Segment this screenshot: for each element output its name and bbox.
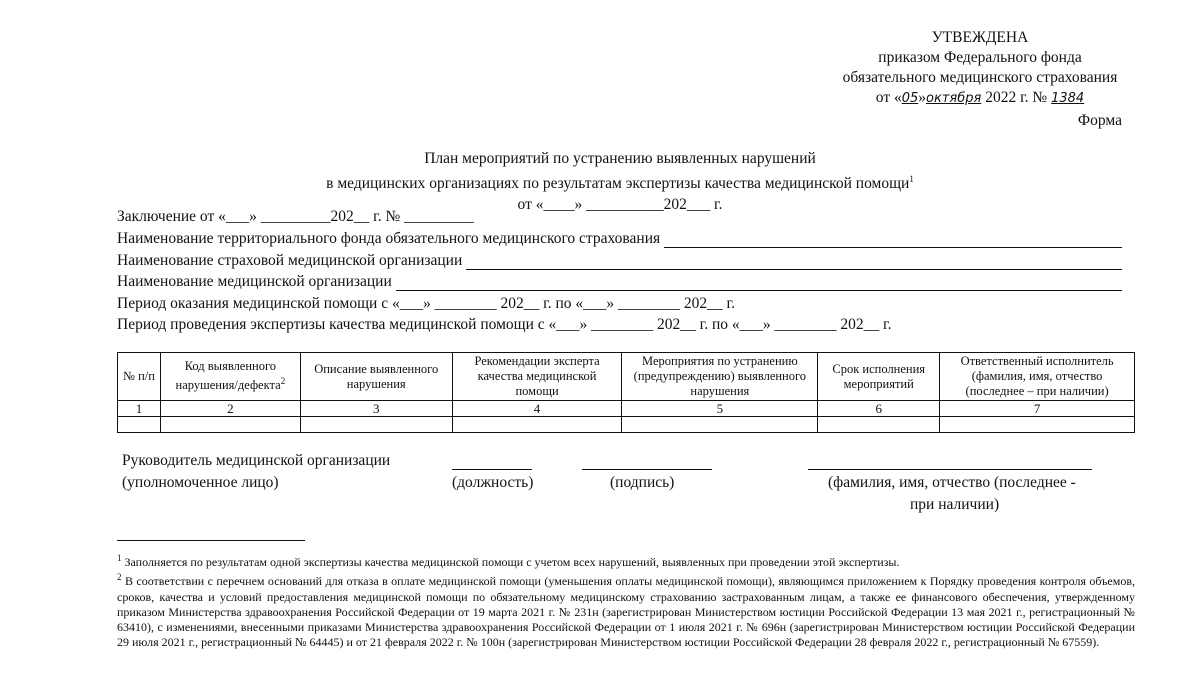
title-line3: от «____» __________202___ г. xyxy=(517,196,723,214)
smo-label: Наименование страховой медицинской организации xyxy=(117,252,463,269)
approved-line1: приказом Федерального фонда xyxy=(878,49,1082,66)
number-cell: 2 xyxy=(160,401,300,417)
approved-heading: УТВЕЖДЕНА xyxy=(931,29,1029,46)
tfoms-label: Наименование территориального фонда обязательного медицинского страхования xyxy=(117,230,661,247)
period-expertise-field xyxy=(117,316,892,334)
position-caption: (должность) xyxy=(452,474,534,491)
header-cell: Мероприятия по устранению (предупреждению) выявленного нарушения xyxy=(622,353,818,401)
number-cell: 6 xyxy=(818,401,940,417)
conclusion-label: Заключение от «___» _________202__ г. № _________ xyxy=(117,208,474,225)
approval-block xyxy=(800,28,1160,109)
empty-cell xyxy=(818,417,940,433)
form-label: Форма xyxy=(1077,112,1122,129)
header-cell xyxy=(160,353,300,401)
date-year: 2022 г. № xyxy=(985,89,1048,106)
name-blank xyxy=(808,469,1092,470)
tfoms-field xyxy=(117,230,1122,248)
empty-cell xyxy=(118,417,161,433)
footnote-mark: 2 xyxy=(117,572,122,583)
footnotes xyxy=(117,551,1135,651)
footnote-ref: 2 xyxy=(280,376,286,387)
mo-label: Наименование медицинской организации xyxy=(117,273,392,290)
approved-line2: обязательного медицинского страхования xyxy=(842,69,1118,86)
header-cell: № п/п xyxy=(118,353,161,401)
header-text: Код выявленного нарушения/дефекта xyxy=(175,359,281,393)
head-label-1: Руководитель медицинской организации xyxy=(122,452,391,469)
footnote-text: В соответствии с перечнем оснований для отказа в оплате медицинской помощи (уменьшения оплаты медицинской помощи), являющимся приложением к Порядку проведения контроля объемов, сроков, качества и условий предоставления медицинской помощи по обязательному медицинскому страхованию застрахованным лицам, а также ее финансового обеспечения, утвержденному приказом Министерства здравоохранения Российской Федерации от 19 марта 2021 г. № 231н (зарегистрирован Министерством юстиции Российской Федерации 13 мая 2021 г., регистрационный № 63410), с изменениями, внесенными приказами Министерства здравоохранения Российской Федерации от 1 июля 2021 г. № 696н (зарегистрирован Министерством юстиции Российской Федерации 29 июля 2021 г., регистрационный № 64445) и от 21 февраля 2022 г. № 100н (зарегистрирован Министерством юстиции Российской Федерации 28 февраля 2022 г., регистрационный № 67559). xyxy=(117,574,1136,650)
number-cell: 5 xyxy=(622,401,818,417)
number-cell: 7 xyxy=(940,401,1135,417)
empty-cell xyxy=(300,417,452,433)
handwritten-month: октября xyxy=(926,91,982,106)
mo-field xyxy=(117,273,1122,291)
approved-date xyxy=(800,88,1160,109)
conclusion-field xyxy=(117,208,474,226)
footnote-ref: 1 xyxy=(909,174,914,184)
number-cell: 4 xyxy=(452,401,622,417)
number-cell: 3 xyxy=(300,401,452,417)
measures-table xyxy=(117,352,1135,433)
title-line1: План мероприятий по устранению выявленных нарушений xyxy=(424,150,816,167)
header-cell: Ответственный исполнитель (фамилия, имя, отчество (последнее – при наличии) xyxy=(940,353,1135,401)
smo-blank xyxy=(466,255,1122,270)
signature-blank xyxy=(582,469,712,470)
empty-cell xyxy=(452,417,622,433)
empty-cell xyxy=(160,417,300,433)
title-line2-text: в медицинских организациях по результатам экспертизы качества медицинской помощи xyxy=(326,175,910,193)
table-header-row xyxy=(118,353,1135,401)
signature-caption: (подпись) xyxy=(610,474,675,491)
header-cell: Описание выявленного нарушения xyxy=(300,353,452,401)
title-line2 xyxy=(210,169,1030,194)
empty-cell xyxy=(940,417,1135,433)
footnote-mark: 1 xyxy=(117,553,122,563)
date-prefix: от « xyxy=(875,89,902,106)
period-care-label: Период оказания медицинской помощи с «___» ________ 202__ г. по «___» ________ 202__ г. xyxy=(117,295,735,312)
empty-cell xyxy=(622,417,818,433)
period-care-field xyxy=(117,295,735,313)
name-caption-2: при наличии) xyxy=(910,496,1000,513)
footnote-separator xyxy=(117,540,305,541)
header-cell: Рекомендации эксперта качества медицинской помощи xyxy=(452,353,622,401)
period-expertise-label: Период проведения экспертизы качества медицинской помощи с «___» ________ 202__ г. по «___» ________ 202__ г. xyxy=(117,316,892,333)
head-label-2: (уполномоченное лицо) xyxy=(122,474,279,491)
tfoms-blank xyxy=(664,233,1122,248)
smo-field xyxy=(117,252,1122,270)
document-title xyxy=(210,148,1030,215)
footnote-text: Заполняется по результатам одной экспертизы качества медицинской помощи с учетом всех нарушений, выявленных при проведении этой экспертизы. xyxy=(124,555,900,569)
header-cell: Срок исполнения мероприятий xyxy=(818,353,940,401)
position-blank xyxy=(452,469,532,470)
date-mid: » xyxy=(918,89,927,106)
footnote-1 xyxy=(117,551,1135,570)
table-row xyxy=(118,417,1135,433)
name-caption-1: (фамилия, имя, отчество (последнее - xyxy=(828,474,1076,491)
handwritten-day: 05 xyxy=(901,91,919,106)
handwritten-order-number: 1384 xyxy=(1051,91,1085,106)
number-cell: 1 xyxy=(118,401,161,417)
column-number-row xyxy=(118,401,1135,417)
mo-blank xyxy=(396,276,1122,291)
footnote-2 xyxy=(117,570,1135,650)
